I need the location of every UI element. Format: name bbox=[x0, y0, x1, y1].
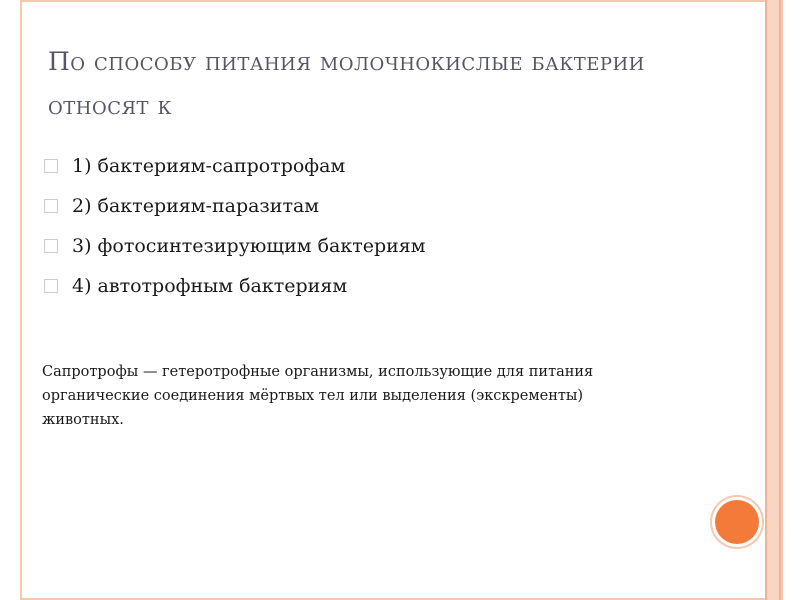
decorative-circle bbox=[715, 500, 759, 544]
frame-top-line bbox=[20, 0, 765, 2]
bullet-icon bbox=[44, 199, 58, 213]
list-item bbox=[44, 266, 426, 306]
list-item bbox=[44, 146, 426, 186]
list-item bbox=[44, 226, 426, 266]
bullet-icon bbox=[44, 239, 58, 253]
bullet-icon bbox=[44, 159, 58, 173]
side-outer-line bbox=[781, 0, 783, 600]
slide-title: По способу питания молочнокислые бактерии относят к bbox=[48, 47, 645, 120]
list-item bbox=[44, 186, 426, 226]
answer-option-4: 4) автотрофным бактериям bbox=[72, 275, 348, 297]
answer-option-3: 3) фотосинтезирующим бактериям bbox=[72, 235, 426, 257]
answer-option-1: 1) бактериям-сапротрофам bbox=[72, 155, 346, 177]
explanation-note: Сапротрофы — гетеротрофные организмы, использующие для питания органические соединения мёртвых тел или выделения (экскременты) животных. bbox=[42, 364, 594, 428]
answer-list bbox=[44, 146, 426, 306]
frame-left-line bbox=[20, 0, 22, 600]
side-decorative-band bbox=[765, 0, 781, 600]
answer-option-2: 2) бактериям-паразитам bbox=[72, 195, 320, 217]
bullet-icon bbox=[44, 279, 58, 293]
